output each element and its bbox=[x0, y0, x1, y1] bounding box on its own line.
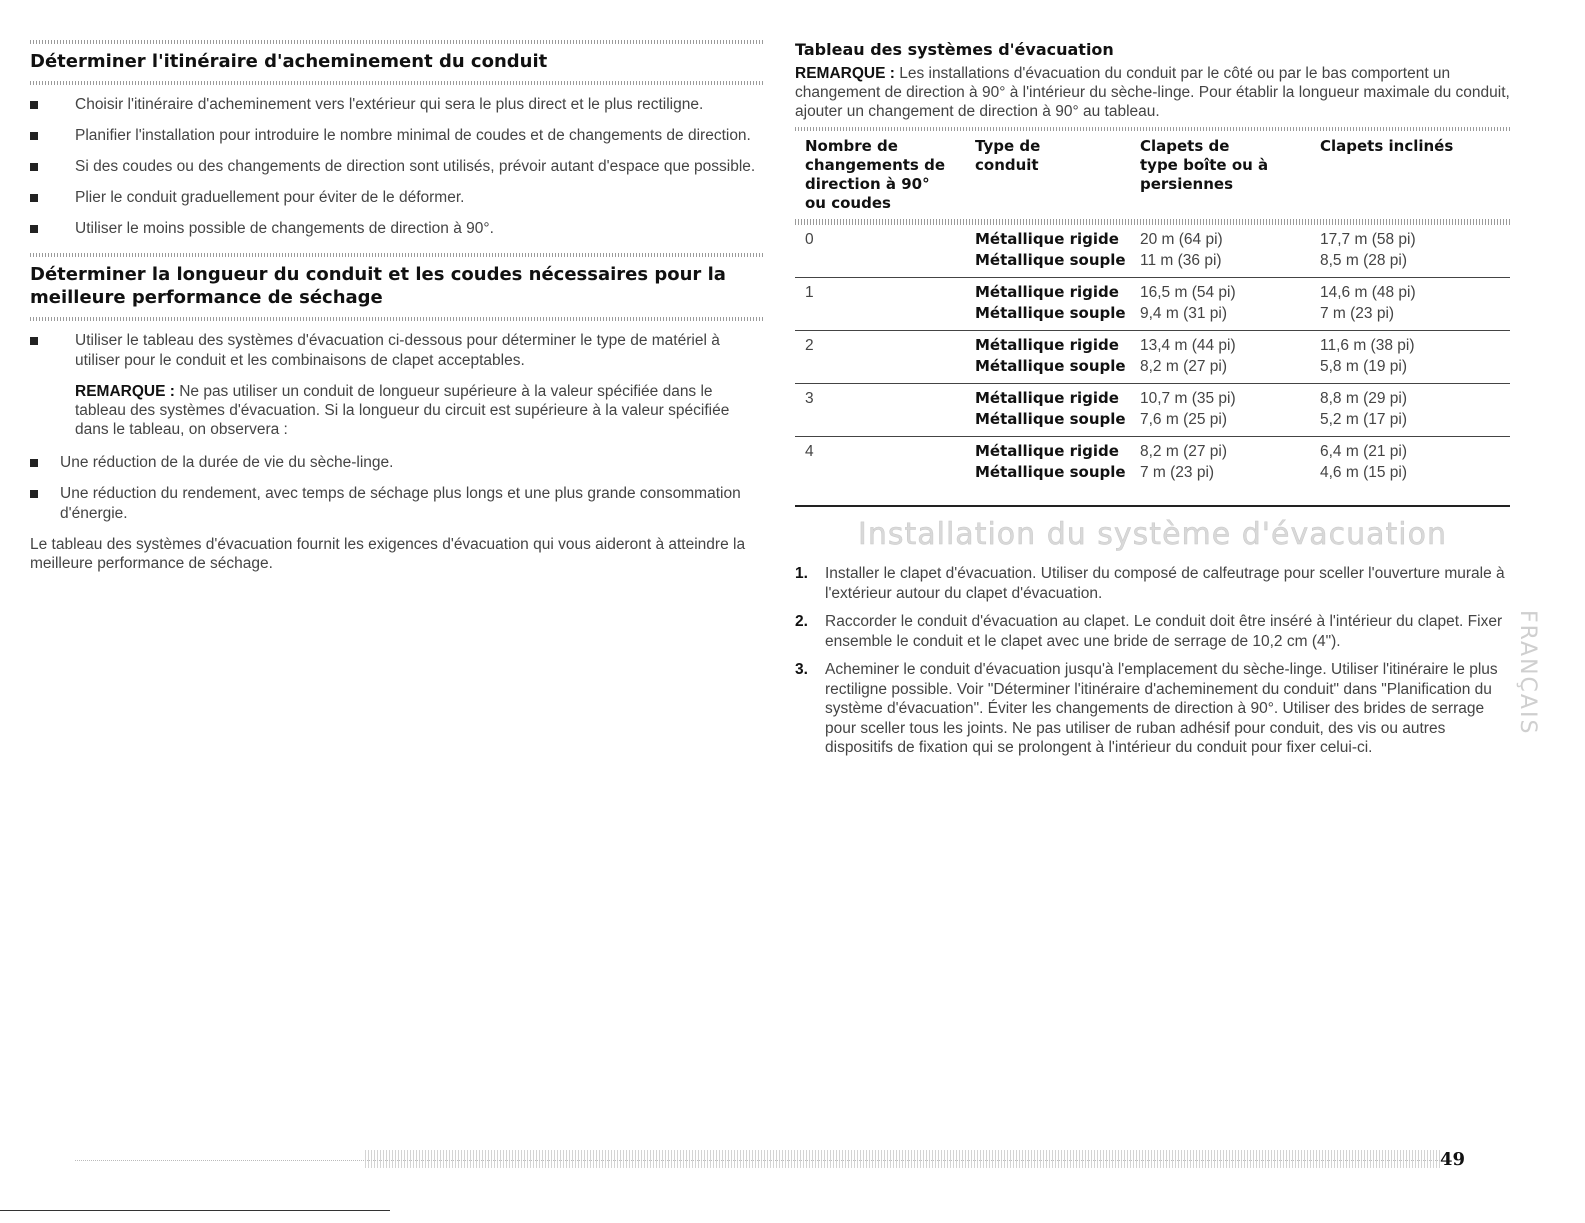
exhaust-table bbox=[795, 135, 1510, 507]
consequence-list bbox=[30, 453, 765, 524]
list-item: Utiliser le moins possible de changements de direction à 90°. bbox=[30, 219, 765, 239]
footer-band bbox=[75, 1148, 1495, 1172]
bullet-square-icon bbox=[30, 337, 38, 345]
table-row: 4 Métallique rigide Métallique souple 8,2 m (27 pi) 7 m (23 pi) 6,4 m (21 pi) 4,6 m (15 pi) bbox=[795, 437, 1510, 507]
list-item: 1. Installer le clapet d'évacuation. Utiliser du composé de calfeutrage pour sceller l'ouverture murale à l'extérieur autour du clapet d'évacuation. bbox=[795, 565, 1505, 602]
table-header-row bbox=[795, 135, 1510, 219]
header-box-louvered: Clapets de type boîte ou à persiennes bbox=[1140, 137, 1269, 193]
list-item: Plier le conduit graduellement pour éviter de le déformer. bbox=[30, 188, 765, 208]
left-column bbox=[30, 40, 765, 573]
list-item: Une réduction du rendement, avec temps de séchage plus longs et une plus grande consommation d'énergie. bbox=[30, 484, 765, 524]
list-item: 2. Raccorder le conduit d'évacuation au clapet. Le conduit doit être inséré à l'intérieur du clapet. Fixer ensemble le conduit et le clapet avec une bride de serrage de 10,2 cm (4"). bbox=[795, 613, 1503, 650]
bullet-square-icon bbox=[30, 459, 38, 467]
section-title-length: Déterminer la longueur du conduit et les coudes nécessaires pour la meilleure performance de séchage bbox=[30, 264, 726, 308]
bottom-rule bbox=[0, 1210, 390, 1211]
routing-bullet-list bbox=[30, 95, 765, 239]
table-row: 1 Métallique rigide Métallique souple 16,5 m (54 pi) 9,4 m (31 pi) 14,6 m (48 pi) 7 m (23 pi) bbox=[795, 278, 1510, 331]
list-item: Choisir l'itinéraire d'acheminement vers l'extérieur qui sera le plus direct et le plus rectiligne. bbox=[30, 95, 765, 115]
install-section-title: Installation du système d'évacuation bbox=[858, 517, 1447, 552]
table-title: Tableau des systèmes d'évacuation bbox=[795, 40, 1114, 59]
header-conduit-type: Type de conduit bbox=[975, 137, 1041, 174]
length-bullet-list bbox=[30, 331, 765, 371]
list-item: Utiliser le tableau des systèmes d'évacuation ci-dessous pour déterminer le type de matériel à utiliser pour le conduit et les combinaisons de clapet acceptables. bbox=[30, 331, 765, 371]
bullet-square-icon bbox=[30, 101, 38, 109]
header-angled: Clapets inclinés bbox=[1320, 137, 1454, 155]
table-row: 3 Métallique rigide Métallique souple 10,7 m (35 pi) 7,6 m (25 pi) 8,8 m (29 pi) 5,2 m (17 pi) bbox=[795, 384, 1510, 437]
length-note: REMARQUE : Ne pas utiliser un conduit de longueur supérieure à la valeur spécifiée dans le tableau des systèmes d'évacuation. Si la longueur du circuit est supérieure à la valeur spécifiée dans le tableau, on observera : bbox=[75, 383, 730, 438]
bullet-square-icon bbox=[30, 225, 38, 233]
header-elbows: Nombre de changements de direction à 90° ou coudes bbox=[805, 137, 945, 212]
section-divider bbox=[30, 40, 765, 44]
right-column bbox=[795, 40, 1510, 767]
table-row: 0 Métallique rigide Métallique souple 20 m (64 pi) 11 m (36 pi) 17,7 m (58 pi) 8,5 m (28 pi) bbox=[795, 225, 1510, 278]
table-note: REMARQUE : Les installations d'évacuation du conduit par le côté ou par le bas comportent un changement de direction à 90° à l'intérieur du sèche-linge. Pour établir la longueur maximale du conduit, ajouter un changement de direction à 90° au tableau. bbox=[795, 65, 1510, 120]
bullet-square-icon bbox=[30, 194, 38, 202]
section-title-routing: Déterminer l'itinéraire d'acheminement du conduit bbox=[30, 51, 548, 72]
list-item: 3. Acheminer le conduit d'évacuation jusqu'à l'emplacement du sèche-linge. Utiliser l'itinéraire le plus rectiligne possible. Voir "Déterminer l'itinéraire d'acheminement du conduit" dans "Planification du système d'évacuation". Éviter les changements de direction à 90°. Utiliser des brides de serrage pour sceller tous les joints. Ne pas utiliser de ruban adhésif pour conduit, des vis ou autres dispositifs de fixation qui se prolongent à l'intérieur du conduit pour fixer celui-ci. bbox=[795, 661, 1498, 756]
section-divider bbox=[30, 81, 765, 85]
section-divider bbox=[30, 253, 765, 257]
bullet-square-icon bbox=[30, 132, 38, 140]
list-item: Planifier l'installation pour introduire le nombre minimal de coudes et de changements de direction. bbox=[30, 126, 765, 146]
table-top-divider bbox=[795, 127, 1510, 131]
list-item: Si des coudes ou des changements de direction sont utilisés, prévoir autant d'espace que possible. bbox=[30, 157, 765, 177]
page-number: 49 bbox=[1440, 1149, 1466, 1170]
list-item: Une réduction de la durée de vie du sèche-linge. bbox=[30, 453, 765, 473]
bullet-square-icon bbox=[30, 163, 38, 171]
bullet-square-icon bbox=[30, 490, 38, 498]
language-side-tab: FRANÇAIS bbox=[1515, 610, 1540, 736]
install-steps-list bbox=[795, 564, 1510, 758]
section-divider bbox=[30, 317, 765, 321]
table-row: 2 Métallique rigide Métallique souple 13,4 m (44 pi) 8,2 m (27 pi) 11,6 m (38 pi) 5,8 m (19 pi) bbox=[795, 331, 1510, 384]
closing-paragraph: Le tableau des systèmes d'évacuation fournit les exigences d'évacuation qui vous aideront à atteindre la meilleure performance de séchage. bbox=[30, 536, 746, 572]
footer-hatch bbox=[365, 1150, 1440, 1168]
